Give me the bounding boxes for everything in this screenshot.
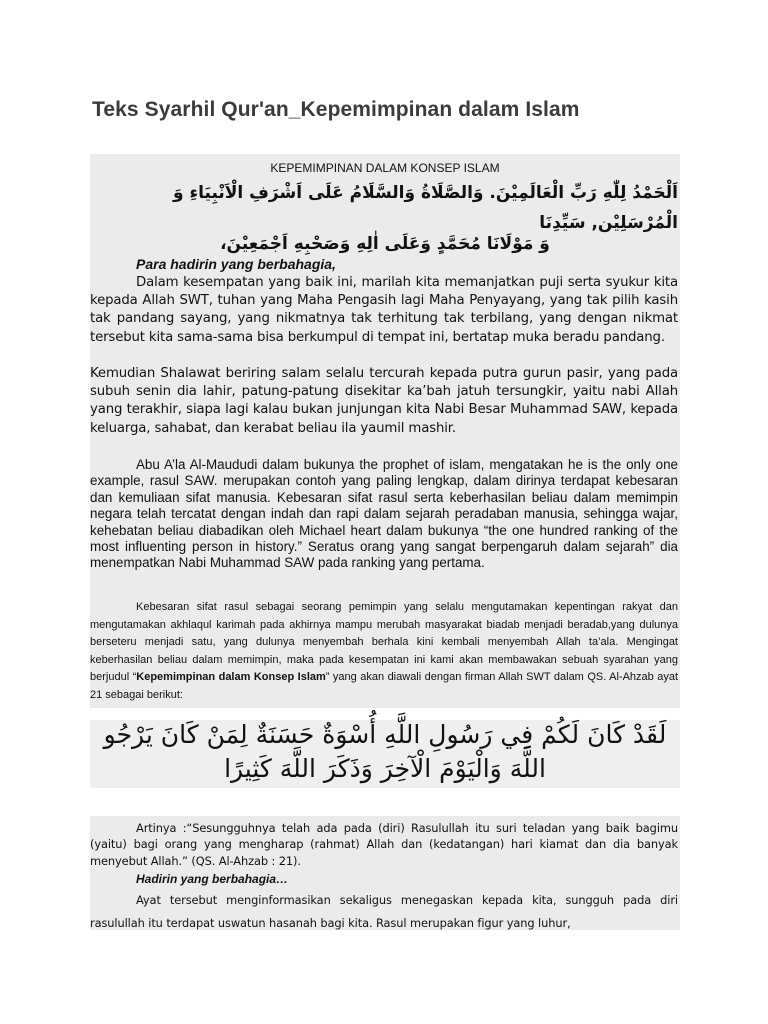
- paragraph-6: Ayat tersebut menginformasikan sekaligus menegaskan kepada kita, sungguh pada diri rasulullah itu terdapat uswatun hasanah bagi kita. Rasul merupakan figur yang luhur,: [90, 893, 678, 930]
- section-heading: KEPEMIMPINAN DALAM KONSEP ISLAM: [270, 161, 500, 175]
- paragraph-3: Abu A’la Al-Maududi dalam bukunya the prophet of islam, mengatakan he is the only one example, rasul SAW. merupakan contoh yang paling lengkap, dalam dirinya terdapat kebesaran dan kemuliaan sifat manusia. Kebesaran sifat rasul serta keberhasilan beliau dalam memimpin negara telah tercatat dengan indah dan rapi dalam sejarah peradaban manusia, sehingga wajar, kehebatan beliau diabadikan oleh Michael heart dalam bukunya “the one hundred ranking of the most influenting person in history.” Seratus orang yang sangat berpengaruh dalam sejarah” dia menempatkan Nabi Muhammad SAW pada ranking yang pertama.: [90, 457, 678, 571]
- speech-title-inline: Kepemimpinan dalam Konsep Islam: [136, 671, 326, 684]
- arabic-opening-line-2: وَ مَوْلَانَا مُحَمَّدٍ وَعَلَى اٰلِهِ وَصَحْبِهِ اَجْمَعِيْنَ،: [220, 234, 550, 254]
- paragraph-2: Kemudian Shalawat beriring salam selalu tercurah kepada putra gurun pasir, yang pada subuh senin dia lahir, patung-patung disekitar ka’bah jatuh tersungkir, yaitu nabi Allah yang terakhir, siapa lagi kalau bukan junjungan kita Nabi Besar Muhammad SAW, kepada keluarga, sahabat, dan kerabat beliau ila yaumil mashir.: [90, 366, 678, 436]
- greeting: Para hadirin yang berbahagia,: [136, 256, 336, 272]
- quran-ayah: لَقَدْ كَانَ لَكُمْ فِي رَسُولِ اللَّهِ أُسْوَةٌ حَسَنَةٌ لِمَنْ كَانَ يَرْجُو اللَّهَ وَالْيَوْمَ الْآخِرَ وَذَكَرَ اللَّهَ كَثِيرًا: [103, 720, 667, 783]
- document-title: Teks Syarhil Qur'an_Kepemimpinan dalam Islam: [92, 98, 580, 121]
- translation: Artinya :“Sesungguhnya telah ada pada (diri) Rasulullah itu suri teladan yang baik bagimu (yaitu) bagi orang yang mengharap (rahmat) Allah dan (kedatangan) hari kiamat dan dia banyak menyebut Allah.” (QS. Al-Ahzab : 21).: [90, 821, 678, 868]
- greeting-2: Hadirin yang berbahagia…: [136, 872, 289, 886]
- paragraph-4-text-end: ” yang akan diawali dengan firman Allah SWT dalam QS. Al-Ahzab ayat 21 sebagai berikut:: [90, 671, 679, 701]
- paragraph-4: [90, 599, 678, 705]
- paragraph-4-text: Kebesaran sifat rasul sebagai seorang pemimpin yang selalu mengutamakan kepentingan rakyat dan mengutamakan akhlaqul karimah pada akhirnya mampu merubah masyarakat biadab menjadi beradab,yang dulunya berseteru menjadi satu, yang dulunya menyembah berhala kini kembali menyembah Allah ta’ala. Mengingat keberhasilan beliau dalam memimpin, maka pada kesempatan ini kami akan membawakan sebuah syarahan yang berjudul “: [90, 601, 678, 684]
- paragraph-1: Dalam kesempatan yang baik ini, marilah kita memanjatkan puji serta syukur kita kepada Allah SWT, tuhan yang Maha Pengasih lagi Maha Penyayang, yang tak pilih kasih tak pandang sayang, yang nikmatnya tak terhitung tak terbilang, yang dengan nikmat tersebut kita sama-sama bisa berkumpul di tempat ini, bertatap muka beradu pandang.: [90, 275, 678, 345]
- arabic-opening-line-1: اَلْحَمْدُ لِلّٰهِ رَبِّ الْعَالَمِيْنَ. وَالصَّلَاةُ وَالسَّلَامُ عَلَى اَشْرَفِ الْاَنْبِيَاءِ وَ الْمُرْسَلِيْن, سَيِّدِنَا: [172, 183, 678, 233]
